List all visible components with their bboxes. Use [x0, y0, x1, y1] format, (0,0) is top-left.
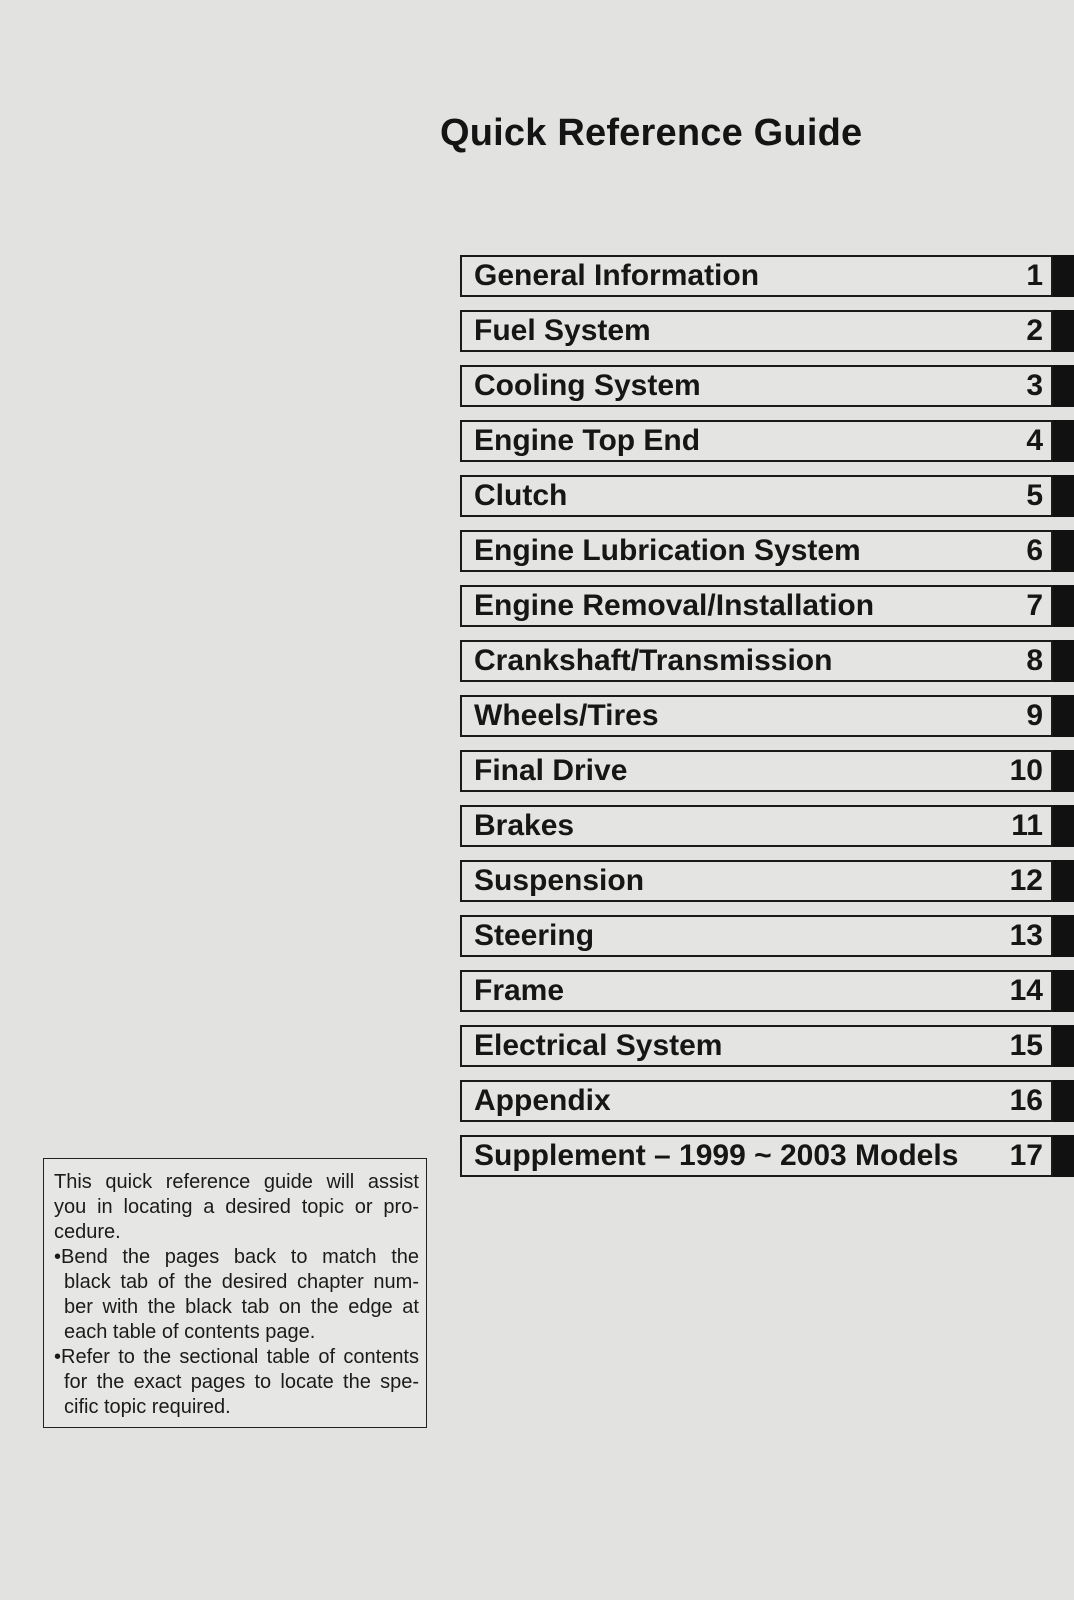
chapter-box: [460, 585, 1053, 627]
chapter-box: [460, 1080, 1053, 1122]
chapter-number: 16: [1009, 1084, 1043, 1117]
chapter-box: [460, 420, 1053, 462]
chapter-row-engine-removal-installation[interactable]: [460, 585, 1074, 627]
chapter-row-appendix[interactable]: [460, 1080, 1074, 1122]
chapter-number: 7: [1026, 589, 1043, 622]
chapter-title: Suspension: [474, 864, 645, 897]
chapter-black-tab: [1053, 1135, 1074, 1177]
chapter-row-electrical-system[interactable]: [460, 1025, 1074, 1067]
chapter-box: [460, 640, 1053, 682]
chapter-black-tab: [1053, 915, 1074, 957]
chapter-box: [460, 970, 1053, 1012]
instruction-line: each table of contents page.: [64, 1321, 316, 1343]
chapter-title: Cooling System: [474, 369, 701, 402]
chapter-title: Engine Top End: [474, 424, 701, 457]
chapter-row-engine-lubrication-system[interactable]: [460, 530, 1074, 572]
chapter-row-suspension[interactable]: [460, 860, 1074, 902]
chapter-box: [460, 310, 1053, 352]
chapter-number: 4: [1026, 424, 1043, 457]
chapter-number: 1: [1026, 259, 1043, 292]
chapter-box: [460, 475, 1053, 517]
page-title: Quick Reference Guide: [440, 112, 863, 154]
instruction-line: you in locating a desired topic or pro-: [54, 1196, 419, 1218]
chapter-black-tab: [1053, 475, 1074, 517]
instruction-line: cific topic required.: [64, 1396, 231, 1418]
chapter-black-tab: [1053, 805, 1074, 847]
instruction-line: ber with the black tab on the edge at: [64, 1296, 419, 1318]
chapter-title: Supplement – 1999 ~ 2003 Models: [474, 1139, 959, 1172]
chapter-title: Steering: [474, 919, 595, 952]
instruction-line: for the exact pages to locate the spe-: [64, 1371, 419, 1393]
quick-reference-instructions-box: [43, 1158, 427, 1428]
chapter-row-brakes[interactable]: [460, 805, 1074, 847]
chapter-row-fuel-system[interactable]: [460, 310, 1074, 352]
chapter-row-frame[interactable]: [460, 970, 1074, 1012]
chapter-title: Appendix: [474, 1084, 611, 1117]
chapter-title: Frame: [474, 974, 565, 1007]
chapter-number: 3: [1026, 369, 1043, 402]
chapter-box: [460, 1135, 1053, 1177]
chapter-box: [460, 750, 1053, 792]
chapter-black-tab: [1053, 750, 1074, 792]
instruction-line: This quick reference guide will assist: [54, 1171, 419, 1193]
chapter-number: 9: [1026, 699, 1043, 732]
chapter-black-tab: [1053, 310, 1074, 352]
chapter-black-tab: [1053, 970, 1074, 1012]
chapter-black-tab: [1053, 860, 1074, 902]
chapter-black-tab: [1053, 1080, 1074, 1122]
chapter-box: [460, 805, 1053, 847]
chapter-number: 2: [1026, 314, 1043, 347]
chapter-black-tab: [1053, 530, 1074, 572]
instruction-line: black tab of the desired chapter num-: [64, 1271, 419, 1293]
chapter-number: 14: [1009, 974, 1043, 1007]
chapter-number: 10: [1009, 754, 1043, 787]
chapter-row-steering[interactable]: [460, 915, 1074, 957]
chapter-row-supplement[interactable]: [460, 1135, 1074, 1177]
chapter-title: Brakes: [474, 809, 575, 842]
chapter-box: [460, 365, 1053, 407]
chapter-row-engine-top-end[interactable]: [460, 420, 1074, 462]
chapter-title: Engine Lubrication System: [474, 534, 861, 567]
chapter-title: Crankshaft/Transmission: [474, 644, 833, 677]
chapter-black-tab: [1053, 585, 1074, 627]
chapter-number: 12: [1009, 864, 1043, 897]
chapter-row-general-information[interactable]: [460, 255, 1074, 297]
chapter-title: General Information: [474, 259, 760, 292]
chapter-black-tab: [1053, 420, 1074, 462]
chapter-box: [460, 255, 1053, 297]
chapter-box: [460, 695, 1053, 737]
chapter-title: Fuel System: [474, 314, 651, 347]
chapter-box: [460, 1025, 1053, 1067]
instructions-text: [54, 1170, 419, 1420]
chapter-title: Wheels/Tires: [474, 699, 659, 732]
instruction-line: •Refer to the sectional table of contents: [54, 1346, 419, 1368]
chapter-row-cooling-system[interactable]: [460, 365, 1074, 407]
chapter-title: Clutch: [474, 479, 568, 512]
chapter-number: 5: [1026, 479, 1043, 512]
chapter-black-tab: [1053, 640, 1074, 682]
chapter-number: 8: [1026, 644, 1043, 677]
chapter-box: [460, 860, 1053, 902]
chapter-title: Engine Removal/Installation: [474, 589, 875, 622]
instruction-line: cedure.: [54, 1221, 121, 1243]
chapter-title: Final Drive: [474, 754, 628, 787]
instruction-line: •Bend the pages back to match the: [54, 1246, 419, 1268]
chapter-row-clutch[interactable]: [460, 475, 1074, 517]
chapter-row-final-drive[interactable]: [460, 750, 1074, 792]
chapter-title: Electrical System: [474, 1029, 723, 1062]
chapter-number: 11: [1011, 809, 1043, 842]
chapter-black-tab: [1053, 1025, 1074, 1067]
chapter-box: [460, 530, 1053, 572]
chapter-box: [460, 915, 1053, 957]
chapter-black-tab: [1053, 695, 1074, 737]
chapter-row-crankshaft-transmission[interactable]: [460, 640, 1074, 682]
chapter-number: 13: [1009, 919, 1043, 952]
chapter-black-tab: [1053, 255, 1074, 297]
chapter-number: 15: [1009, 1029, 1043, 1062]
chapter-number: 17: [1009, 1139, 1043, 1172]
chapter-number: 6: [1026, 534, 1043, 567]
chapter-black-tab: [1053, 365, 1074, 407]
chapter-row-wheels-tires[interactable]: [460, 695, 1074, 737]
